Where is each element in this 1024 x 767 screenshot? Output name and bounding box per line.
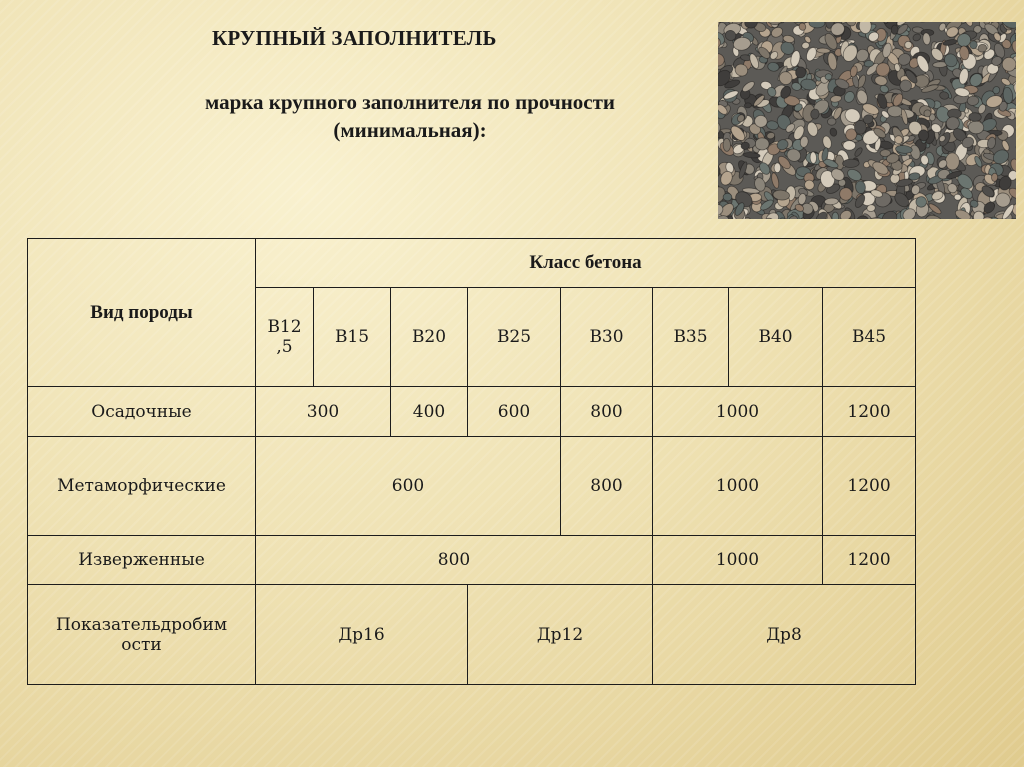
pebble [916,22,934,24]
subtitle-line-1: марка крупного заполнителя по прочности [204,90,616,114]
concrete-class-header: Класс бетона [256,239,916,288]
pebble [969,112,982,121]
cell-value: 300 [256,387,391,437]
class-cell-b40: B40 [729,288,823,387]
cell-value: 600 [256,437,561,536]
row-label-crushability [28,585,256,685]
slide-subtitle [90,88,730,144]
class-cell-b15: B15 [314,288,391,387]
cell-value: Др12 [468,585,653,685]
cell-value: 1000 [653,387,823,437]
row-label-crushability-line2: ости [121,634,162,655]
table-header-row [28,239,916,288]
table-row [28,437,916,536]
row-label-igneous: Изверженные [28,536,256,585]
class-cell-b30: B30 [561,288,653,387]
class-cell-b25: B25 [468,288,561,387]
gravel-image [718,22,1016,219]
pebble [810,152,817,164]
row-label-crushability-line1: Показательдробим [55,614,228,635]
cell-value: 600 [468,387,561,437]
pebble [1002,57,1016,72]
pebble [991,173,998,182]
pebble [723,193,732,201]
slide-title: КРУПНЫЙ ЗАПОЛНИТЕЛЬ [212,26,497,50]
cell-value: 1000 [653,536,823,585]
pebble [816,48,830,54]
pebble [842,159,859,168]
pebble [843,141,856,151]
class-label-b12-frac: ,5 [276,337,293,357]
pebble [880,149,891,157]
table-row [28,387,916,437]
class-cell-b20: B20 [391,288,468,387]
subtitle-line-2: (минимальная): [333,118,487,142]
pebble [954,194,962,201]
class-cell-b45: B45 [823,288,916,387]
class-label-b12: B12 [267,317,302,337]
cell-value: 800 [561,387,653,437]
row-label-sedimentary: Осадочные [28,387,256,437]
class-cell-b12-5 [256,288,314,387]
aggregate-strength-table [27,238,916,685]
table-row [28,585,916,685]
pebble [774,163,781,173]
table-row [28,536,916,585]
class-cell-b35: B35 [653,288,729,387]
cell-value: Др8 [653,585,916,685]
cell-value: 1200 [823,437,916,536]
pebble [942,38,957,46]
pebble [723,138,731,151]
cell-value: 1200 [823,387,916,437]
cell-value: 400 [391,387,468,437]
pebble [968,120,984,134]
cell-value: 1200 [823,536,916,585]
cell-value: 800 [561,437,653,536]
pebble [855,120,867,134]
pebble [864,60,874,67]
pebble [945,153,959,170]
pebble [832,212,839,219]
pebble [967,96,979,106]
pebble [829,127,838,137]
gravel-photo [718,22,1016,219]
row-label-metamorphic: Метаморфические [28,437,256,536]
pebble [825,73,832,80]
rock-type-header: Вид породы [28,239,256,387]
pebble [770,172,780,189]
pebble [827,118,836,126]
pebble [821,135,832,149]
pebble [912,33,922,43]
pebble [891,25,898,35]
pebble [755,137,769,150]
cell-value: 800 [256,536,653,585]
pebble [887,105,903,117]
pebble [744,103,751,108]
cell-value: 1000 [653,437,823,536]
cell-value: Др16 [256,585,468,685]
